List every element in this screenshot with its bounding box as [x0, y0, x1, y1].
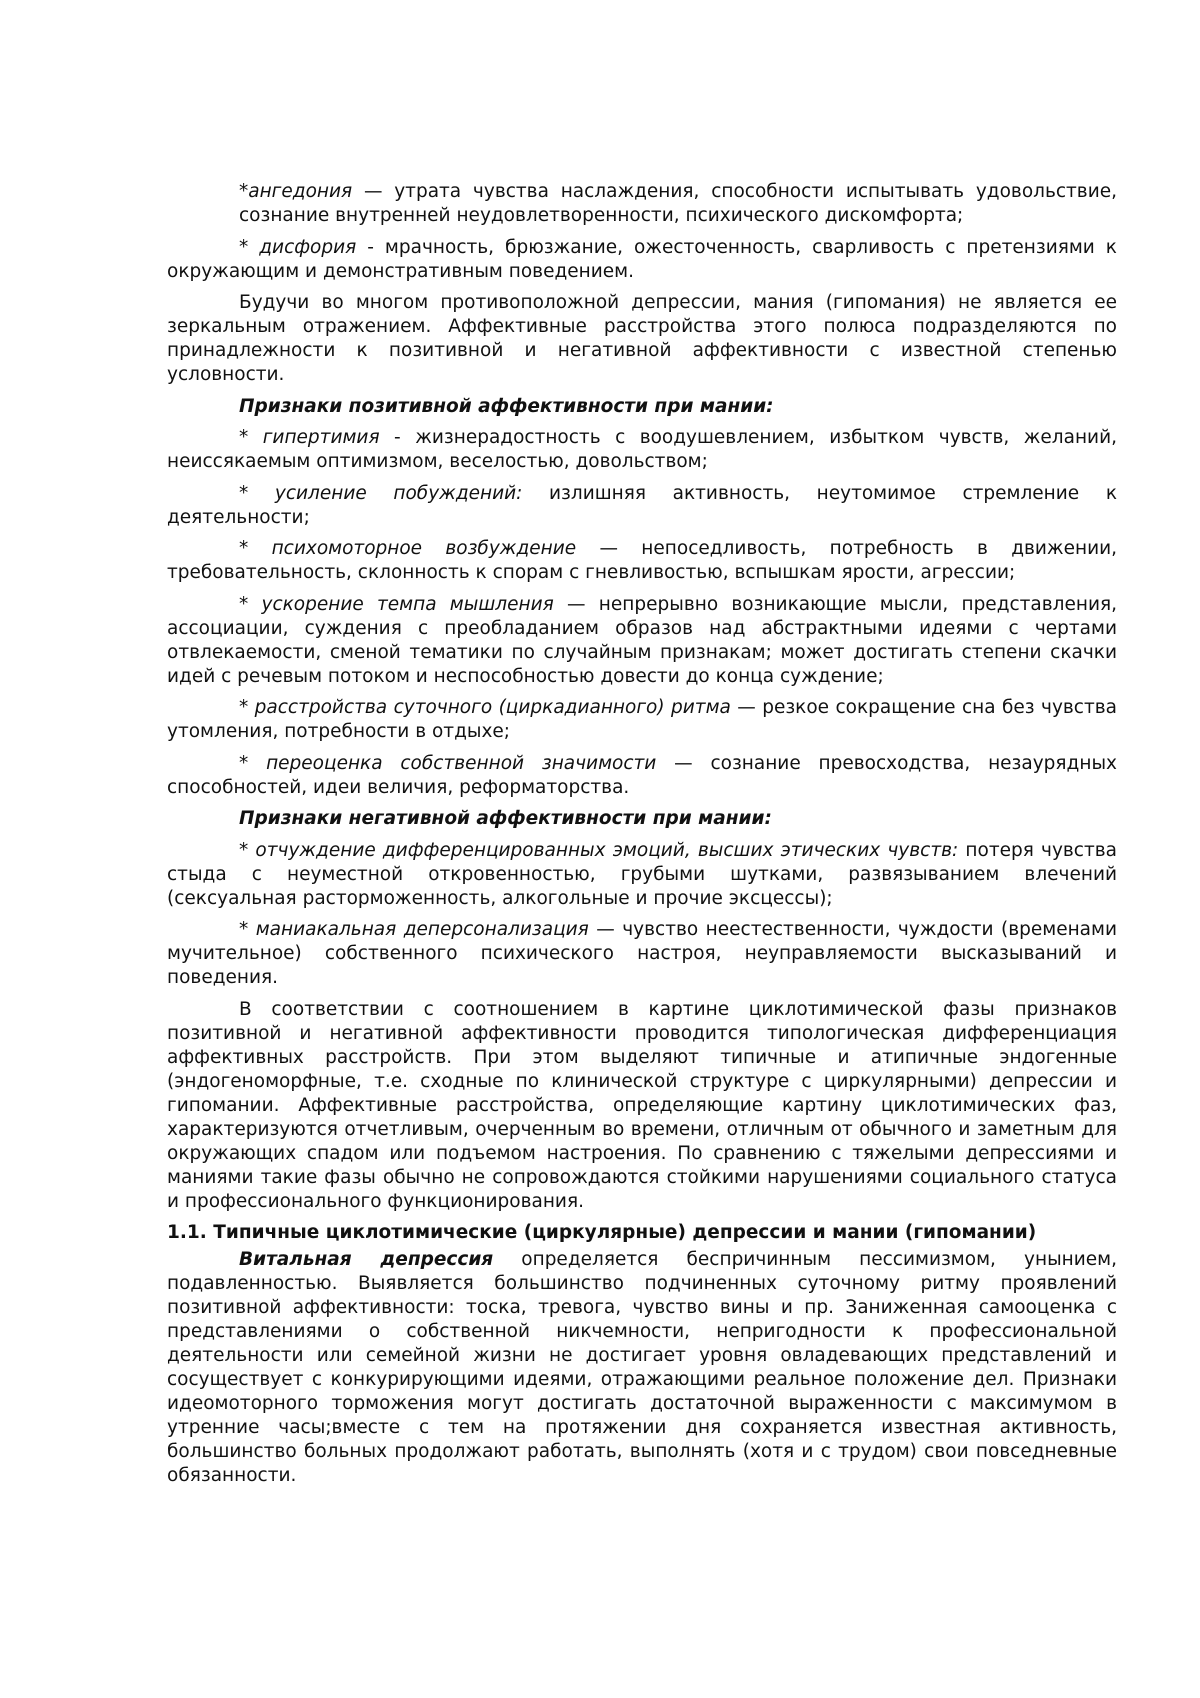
list-item — [167, 696, 1117, 744]
section-heading: 1.1. Типичные циклотимические (циркулярные) депрессии и мании (гипомании) — [167, 1222, 1037, 1243]
term-psychomotor-agitation: * психомоторное возбуждение — [239, 538, 577, 559]
term-manic-depersonalization: * маниакальная деперсонализация — [239, 919, 589, 940]
term-dysphoria: дисфория — [259, 236, 357, 258]
list-item-text: — резкое сокращение сна без чувства утомления, потребности в отдыхе; — [167, 697, 1117, 742]
document-body — [167, 180, 1117, 1496]
term-emotional-alienation: * отчуждение дифференцированных эмоций, высших этических чувств: — [239, 839, 959, 861]
text-anhedonia: — утрата чувства наслаждения, способности испытывать удовольствие, сознание внутренней неудовлетворенности, психического дискомфорта; — [239, 181, 1117, 226]
list-item-text: — сознание превосходства, незаурядных способностей, идеи величия, реформаторства. — [167, 752, 1117, 798]
list-item-text: — чувство неестественности, чуждости (временами мучительное) собственного психического настроя, неуправляемости высказываний и поведения. — [167, 919, 1117, 988]
paragraph-cyclothymic-differentiation: В соответствии с соотношением в картине циклотимической фазы признаков позитивной и негативной аффективности проводится типологическая дифференциация аффективных расстройств. При этом выделяют типичные и атипичные эндогенные (эндогеноморфные, т.е. сходные по клинической структуре с циркулярными) депрессии и гипомании. Аффективные расстройства, определяющие картину циклотимических фаз, характеризуются отчетливым, очерченным во времени, отличным от обычного и заметным для окружающих спадом или подъемом настроения. По сравнению с тяжелыми депрессиями и маниями такие фазы обычно не сопровождаются стойкими нарушениями социального статуса и профессионального функционирования. — [167, 998, 1117, 1212]
paragraph-mania-intro: Будучи во многом противоположной депрессии, мания (гипомания) не является ее зеркальным отражением. Аффективные расстройства этого полюса подразделяются по принадлежности к позитивной и негативной аффективности с известной степенью условности. — [167, 292, 1117, 385]
heading-negative-affectivity: Признаки негативной аффективности при мании: — [239, 808, 772, 829]
paragraph-anhedonia — [167, 180, 1117, 228]
term-vital-depression: Витальная депрессия — [239, 1249, 494, 1270]
term-hyperthymia: * гипертимия — [239, 427, 380, 448]
list-item-text: излишняя активность, неутомимое стремление к деятельности; — [167, 482, 1117, 528]
list-item — [167, 839, 1117, 911]
list-item — [167, 593, 1117, 689]
list-item-text: — непоседливость, потребность в движении, требовательность, склонность к спорам с гневливостью, вспышкам ярости, агрессии; — [167, 538, 1118, 583]
list-item-text: потеря чувства стыда с неуместной откровенностью, грубыми шутками, развязыванием влечений (сексуальная расторможенность, алкогольные и прочие эксцессы); — [167, 839, 1117, 909]
term-thought-acceleration: * ускорение темпа мышления — [239, 593, 554, 615]
heading-positive-affectivity: Признаки позитивной аффективности при мании: — [239, 395, 774, 417]
paragraph-vital-depression — [167, 1248, 1117, 1488]
term-anhedonia: *ангедония — [239, 181, 353, 202]
term-self-overestimation: * переоценка собственной значимости — [239, 752, 657, 774]
term-circadian-disorder: * расстройства суточного (циркадианного) ритма — [239, 697, 731, 718]
text-dysphoria: - мрачность, брюзжание, ожесточенность, сварливость с претензиями к окружающим и демонстративным поведением. — [167, 236, 1117, 282]
list-item — [167, 482, 1117, 530]
paragraph-dysphoria — [167, 236, 1117, 284]
list-item-text: - жизнерадостность с воодушевлением, избытком чувств, желаний, неиссякаемым оптимизмом, веселостью, довольством; — [167, 427, 1117, 472]
list-item — [167, 752, 1117, 800]
list-item — [167, 426, 1117, 474]
list-item — [167, 918, 1117, 990]
term-drive-increase: * усиление побуждений: — [239, 482, 523, 504]
list-item-text: — непрерывно возникающие мысли, представления, ассоциации, суждения с преобладанием образов над абстрактными идеями с чертами отвлекаемости, сменой тематики по случайным признакам; может достигать степени скачки идей с речевым потоком и неспособностью довести до конца суждение; — [167, 593, 1118, 687]
text-vital-depression: определяется беспричинным пессимизмом, унынием, подавленностью. Выявляется большинство подчиненных суточному ритму проявлений позитивной аффективности: тоска, тревога, чувство вины и пр. Заниженная самооценка с представлениями о собственной никчемности, непригодности к профессиональной деятельности или семейной жизни не достигает уровня овладевающих представлений и сосуществует с конкурирующими идеями, отражающими реальное положение дел. Признаки идеомоторного торможения могут достигать достаточной выраженности с максимумом в утренние часы;вместе с тем на протяжении дня сохраняется известная активность, большинство больных продолжают работать, выполнять (хотя и с трудом) свои повседневные обязанности. — [167, 1249, 1118, 1486]
dysphoria-prefix: * — [239, 236, 260, 258]
list-item — [167, 537, 1117, 585]
